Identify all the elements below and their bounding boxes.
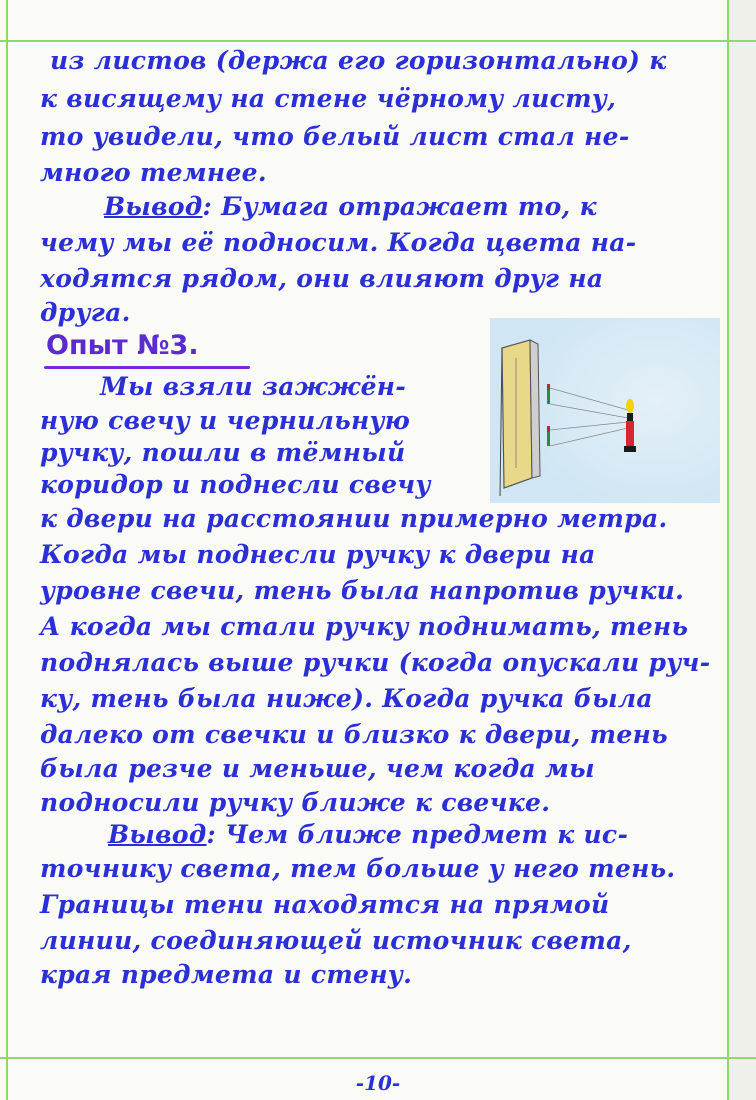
paper-edge: [729, 0, 756, 1100]
frame-line-right: [727, 0, 729, 1100]
conclusion-line: [104, 192, 597, 222]
text-line: была резче и меньше, чем когда мы: [40, 754, 595, 783]
text-line: к висящему на стене чёрному листу,: [40, 84, 617, 113]
conclusion-line: [108, 820, 628, 850]
text-line: друга.: [40, 298, 131, 327]
text-line: уровне свечи, тень была напротив ручки.: [40, 576, 685, 605]
candle-shadow-illustration: [450, 318, 720, 508]
frame-line-top: [0, 40, 756, 42]
door-sketch: [500, 340, 540, 496]
conclusion-label: Вывод: [108, 820, 207, 849]
experiment-heading: Опыт №3.: [46, 330, 199, 361]
text-line: из листов (держа его горизонтально) к: [50, 46, 667, 75]
text-line: далеко от свечки и близко к двери, тень: [40, 720, 668, 749]
text-line: ручку, пошли в тёмный: [40, 438, 406, 467]
text-line: много темнее.: [40, 158, 267, 187]
text-line: Когда мы поднесли ручку к двери на: [40, 540, 596, 569]
frame-line-bottom: [0, 1057, 756, 1059]
text-line: точнику света, тем больше у него тень.: [40, 854, 676, 883]
conclusion-label: Вывод: [104, 192, 203, 221]
text-line: А когда мы стали ручку поднимать, тень: [40, 612, 689, 641]
heading-underline: [44, 366, 250, 369]
text-line: поднялась выше ручки (когда опускали руч-: [40, 648, 711, 677]
text-line: чему мы её подносим. Когда цвета на-: [40, 228, 637, 257]
frame-line-left: [6, 0, 8, 1100]
text-line: ную свечу и чернильную: [40, 406, 411, 435]
text-line: подносили ручку ближе к свечке.: [40, 788, 551, 817]
text-line: к двери на расстоянии примерно метра.: [40, 504, 668, 533]
text-line: то увидели, что белый лист стал не-: [40, 122, 630, 151]
text-line: коридор и поднесли свечу: [40, 470, 431, 499]
text-line: Границы тени находятся на прямой: [40, 890, 610, 919]
page-number: -10-: [355, 1071, 401, 1095]
text-line: ку, тень была ниже). Когда ручка была: [40, 684, 653, 713]
text-line: края предмета и стену.: [40, 960, 413, 989]
text-line: ходятся рядом, они влияют друг на: [40, 264, 604, 293]
text-line: линии, соединяющей источник света,: [40, 926, 632, 955]
conclusion-text: : Чем ближе предмет к ис-: [206, 820, 629, 849]
conclusion-text: : Бумага отражает то, к: [202, 192, 597, 221]
text-line: Мы взяли зажжён-: [100, 372, 407, 401]
